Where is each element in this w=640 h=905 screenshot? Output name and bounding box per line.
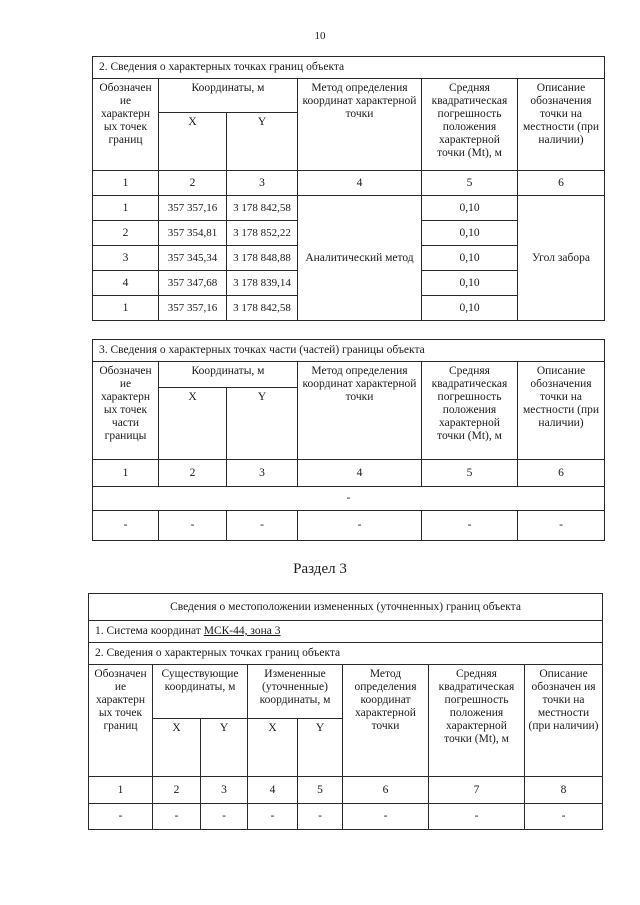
num-cell: 5 [422,460,518,487]
mt-value: 0,10 [422,221,518,246]
boundary-part-points-table [92,339,605,541]
table3-points-title: 2. Сведения о характерных точках границ объекта [89,643,603,665]
col-x-header: X [159,113,227,171]
dash-cell: - [153,804,201,830]
dash-cell: - [248,804,298,830]
num-cell: 4 [298,460,422,487]
num-cell: 4 [298,171,422,196]
changed-boundaries-table [88,593,603,830]
col-mt-header: Средняя квадратическая погрешность положения характерной точки (Mt), м [422,362,518,460]
dash-cell: - [201,804,248,830]
dash-cell: - [298,511,422,541]
dash-cell: - [159,511,227,541]
dash-cell: - [298,804,343,830]
coord-y: 3 178 842,58 [227,296,298,321]
num-cell: 3 [227,171,298,196]
dash-cell: - [227,511,298,541]
col-method-header: Метод определения координат характерной точки [343,665,429,777]
col-y-header: Y [227,388,298,460]
dash-cell: - [89,804,153,830]
col-point-header: Обозначен ие характерн ых точек части границы [93,362,159,460]
col-desc-header: Описание обозначения точки на местности (при наличии) [518,362,605,460]
method-cell: Аналитический метод [298,196,422,321]
coord-system-row [89,621,603,643]
dash-cell: - [429,804,525,830]
mt-value: 0,10 [422,196,518,221]
dash-cell: - [93,511,159,541]
dash-cell: - [422,511,518,541]
col-x-header: X [248,719,298,777]
col-existing-header: Существующие координаты, м [153,665,248,719]
page-number: 10 [314,30,326,42]
num-cell: 8 [525,777,603,804]
num-cell: 6 [518,171,605,196]
merged-dash-cell: - [93,487,605,511]
col-y-header: Y [298,719,343,777]
coord-y: 3 178 848,88 [227,246,298,271]
mt-value: 0,10 [422,271,518,296]
coord-x: 357 354,81 [159,221,227,246]
col-point-header: Обозначен ие характерн ых точек границ [89,665,153,777]
num-cell: 5 [422,171,518,196]
num-cell: 6 [518,460,605,487]
num-cell: 2 [159,171,227,196]
point-id: 1 [93,196,159,221]
coord-x: 357 357,16 [159,296,227,321]
dash-cell: - [343,804,429,830]
col-y-header: Y [201,719,248,777]
section-3-title: Раздел 3 [293,561,347,577]
dash-cell: - [525,804,603,830]
col-mt-header: Средняя квадратическая погрешность положения характерной точки (Mt), м [429,665,525,777]
col-x-header: X [153,719,201,777]
coord-system-value: МСК-44, зона 3 [203,625,281,637]
table-row [93,511,605,541]
coord-y: 3 178 852,22 [227,221,298,246]
col-method-header: Метод определения координат характерной точки [298,362,422,460]
coord-x: 357 357,16 [159,196,227,221]
col-desc-header: Описание обозначен ия точки на местности (при наличии) [525,665,603,777]
col-y-header: Y [227,113,298,171]
num-cell: 5 [298,777,343,804]
col-point-header: Обозначен ие характерн ых точек границ [93,79,159,171]
col-method-header: Метод определения координат характерной точки [298,79,422,171]
description-cell: Угол забора [518,196,605,321]
point-id: 2 [93,221,159,246]
coord-y: 3 178 839,14 [227,271,298,296]
coord-x: 357 345,34 [159,246,227,271]
table2-title: 3. Сведения о характерных точках части (частей) границы объекта [93,340,605,362]
mt-value: 0,10 [422,296,518,321]
coord-system-label: 1. Система координат [95,625,204,637]
coord-y: 3 178 842,58 [227,196,298,221]
boundary-points-table [92,56,605,321]
num-cell: 7 [429,777,525,804]
point-id: 4 [93,271,159,296]
num-cell: 1 [93,171,159,196]
dash-cell: - [518,511,605,541]
num-cell: 2 [159,460,227,487]
point-id: 1 [93,296,159,321]
num-cell: 1 [93,460,159,487]
table-row [89,804,603,830]
table-row [93,196,605,221]
num-cell: 3 [201,777,248,804]
num-cell: 4 [248,777,298,804]
mt-value: 0,10 [422,246,518,271]
num-cell: 6 [343,777,429,804]
num-cell: 1 [89,777,153,804]
col-coords-header: Координаты, м [159,362,298,388]
coord-x: 357 347,68 [159,271,227,296]
col-coords-header: Координаты, м [159,79,298,113]
num-cell: 2 [153,777,201,804]
table3-title: Сведения о местоположении измененных (уточненных) границ объекта [89,594,603,621]
col-x-header: X [159,388,227,460]
col-changed-header: Измененные (уточненные) координаты, м [248,665,343,719]
table1-title: 2. Сведения о характерных точках границ объекта [93,57,605,79]
col-mt-header: Средняя квадратическая погрешность положения характерной точки (Mt), м [422,79,518,171]
num-cell: 3 [227,460,298,487]
point-id: 3 [93,246,159,271]
col-desc-header: Описание обозначения точки на местности (при наличии) [518,79,605,171]
